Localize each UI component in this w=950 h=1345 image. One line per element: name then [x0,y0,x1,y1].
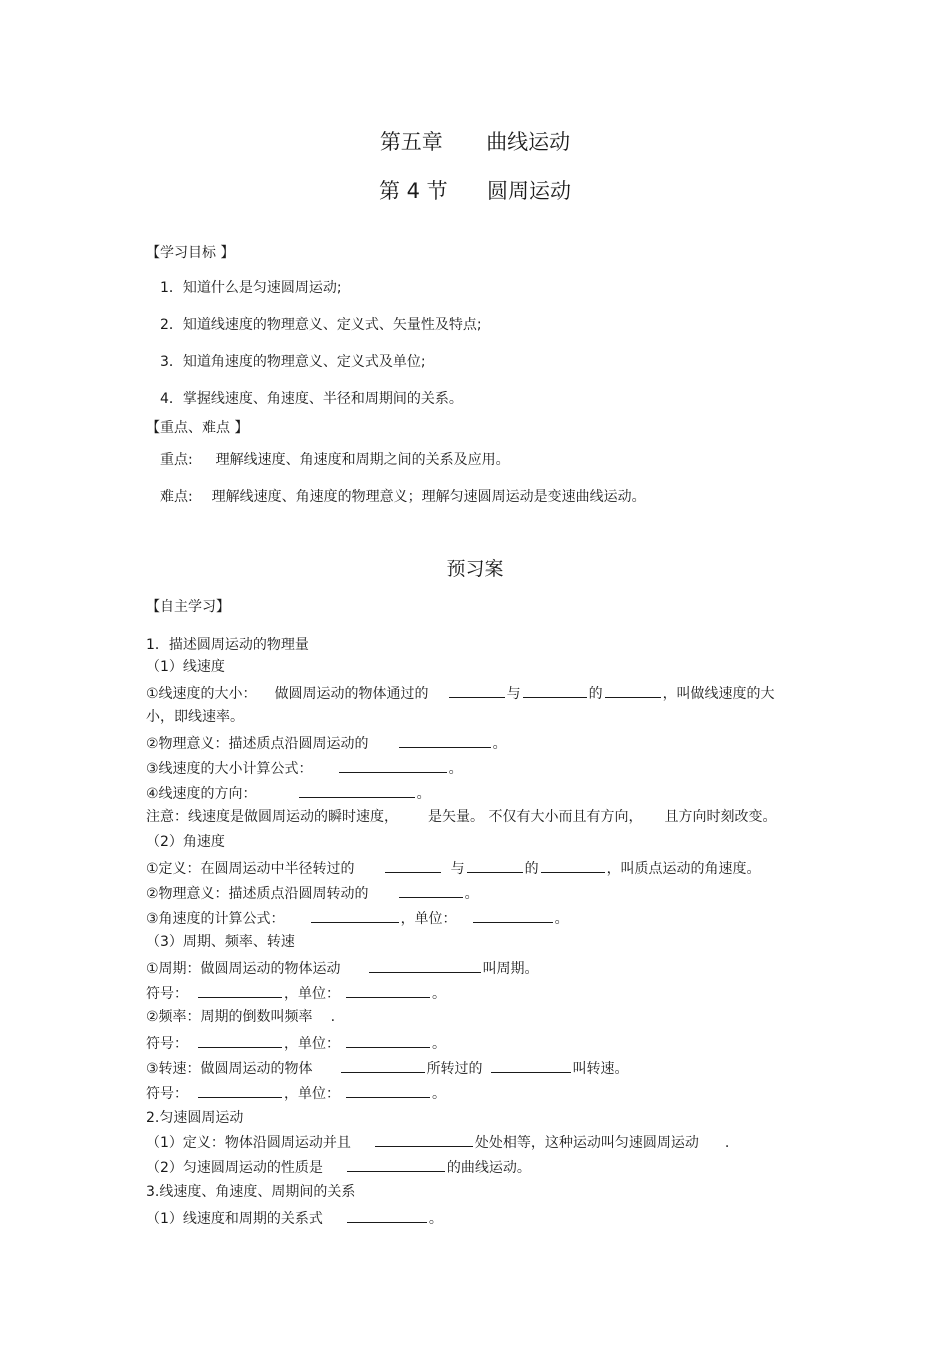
blank-line [523,683,587,698]
frequency-symbol-unit [146,1033,446,1053]
blank-line [339,758,447,773]
angular-velocity-formula [146,908,569,928]
blank-line [346,1033,430,1048]
blank-line [449,683,505,698]
text-segment: ③线速度的大小计算公式： [146,761,313,777]
blank-line [491,1058,571,1073]
text-segment: 。 [464,886,479,902]
blank-line [473,908,553,923]
section-name: 圆周运动 [487,179,572,203]
text-segment: ，单位： [400,911,457,927]
text-segment: 。 [432,1036,446,1052]
text-segment: 。 [448,761,463,777]
text-segment: 的曲线运动。 [446,1160,531,1176]
section-title [0,178,950,204]
section-1-heading: 1．描述圆周运动的物理量 [146,637,309,653]
velocity-period-relation [146,1208,443,1228]
text-segment: 且方向时刻改变。 [664,809,777,825]
period-definition [146,958,539,978]
text-segment: 。 [432,1086,446,1102]
blank-line [347,1208,427,1223]
rotational-speed-definition [146,1058,629,1078]
difficult-label: 难点: [160,489,193,505]
uniform-circular-definition [146,1132,729,1152]
chapter-title [0,129,950,155]
section-3-heading: 3.线速度、角速度、周期间的关系 [146,1184,356,1200]
text-segment: 符号： [146,986,188,1002]
text-segment: 。 [492,736,507,752]
goal-item: 1．知道什么是匀速圆周运动; [160,280,342,296]
text-segment: 处处相等，这种运动叫匀速圆周运动 [474,1135,699,1151]
text-segment: ，单位： [284,1036,340,1052]
key-point [160,451,510,469]
text-segment: （1）定义：物体沿圆周运动并且 [146,1135,351,1151]
text-segment: 叫周期。 [482,961,539,977]
blank-line [385,858,441,873]
text-segment: 。 [428,1211,443,1227]
text-segment: 与 [506,686,521,702]
key-heading: 【重点、难点 】 [146,420,249,436]
text-segment: 符号： [146,1086,188,1102]
blank-line [605,683,661,698]
text-segment: 。 [416,786,431,802]
text-segment: 所转过的 [426,1061,483,1077]
text-segment: ③转速：做圆周运动的物体 [146,1061,313,1077]
angular-velocity-heading: （2）角速度 [146,834,225,850]
linear-velocity-heading: （1）线速度 [146,659,225,675]
goals-heading: 【学习目标 】 [146,245,235,261]
text-segment: 的 [588,686,603,702]
linear-velocity-meaning [146,733,507,753]
text-segment: ①定义：在圆周运动中半径转过的 [146,861,355,877]
blank-line [311,908,399,923]
linear-velocity-formula [146,758,463,778]
chapter-name: 曲线运动 [486,130,571,154]
uniform-circular-nature [146,1157,531,1177]
blank-line [467,858,523,873]
frequency-definition [146,1008,335,1026]
blank-line [346,983,430,998]
linear-speed-line: 小，即线速率。 [146,709,244,725]
text-segment: 叫转速。 [572,1061,629,1077]
blank-line [399,733,491,748]
linear-velocity-direction [146,783,431,803]
text-segment: ，叫做线速度的大 [662,686,775,702]
text-segment: ②物理意义：描述质点沿圆周运动的 [146,736,369,752]
text-segment: 注意：线速度是做圆周运动的瞬时速度， [146,809,398,825]
text-segment: 做圆周运动的物体通过的 [274,686,429,702]
blank-line [299,783,415,798]
text-segment: ③角速度的计算公式： [146,911,285,927]
section-number: 第 4 节 [378,179,448,203]
text-segment: ①周期：做圆周运动的物体运动 [146,961,341,977]
blank-line [198,1083,282,1098]
text-segment: . [330,1009,336,1025]
text-segment: （1）线速度和周期的关系式 [146,1211,323,1227]
blank-line [375,1132,473,1147]
blank-line [347,1157,445,1172]
key-text: 理解线速度、角速度和周期之间的关系及应用。 [215,452,510,468]
note-line [146,808,776,826]
text-segment: 。 [554,911,569,927]
text-segment: 。 [432,986,446,1002]
text-segment: ，单位： [284,1086,340,1102]
blank-line [198,983,282,998]
blank-line [198,1033,282,1048]
text-segment: ，单位： [284,986,340,1002]
angular-velocity-meaning [146,883,479,903]
key-label: 重点: [160,452,193,468]
period-frequency-heading: （3）周期、频率、转速 [146,934,295,950]
blank-line [346,1083,430,1098]
text-segment: 的 [524,861,539,877]
blank-line [399,883,463,898]
text-segment: . [724,1135,730,1151]
difficult-point [160,488,646,506]
goal-item: 3．知道角速度的物理意义、定义式及单位; [160,354,426,370]
text-segment: ①线速度的大小： [146,686,257,702]
text-segment: （2）匀速圆周运动的性质是 [146,1160,323,1176]
text-segment: ②频率：周期的倒数叫频率 [146,1009,313,1025]
text-segment: ②物理意义：描述质点沿圆周转动的 [146,886,369,902]
self-study-heading: 【自主学习】 [146,599,230,615]
text-segment: 与 [450,861,465,877]
blank-line [369,958,481,973]
preview-title: 预习案 [446,558,504,580]
difficult-text: 理解线速度、角速度的物理意义；理解匀速圆周运动是变速曲线运动。 [211,489,646,505]
rotational-speed-symbol-unit [146,1083,446,1103]
goal-item: 2．知道线速度的物理意义、定义式、矢量性及特点; [160,317,482,333]
angular-velocity-definition [146,858,761,878]
blank-line [341,1058,425,1073]
section-2-heading: 2.匀速圆周运动 [146,1110,244,1126]
chapter-number: 第五章 [379,130,443,154]
blank-line [541,858,605,873]
text-segment: ④线速度的方向： [146,786,257,802]
text-segment: ，叫质点运动的角速度。 [606,861,761,877]
text-segment: 是矢量。 不仅有大小而且有方向， [428,809,643,825]
goal-item: 4．掌握线速度、角速度、半径和周期间的关系。 [160,391,463,407]
linear-velocity-magnitude [146,683,775,703]
period-symbol-unit [146,983,446,1003]
text-segment: 符号： [146,1036,188,1052]
